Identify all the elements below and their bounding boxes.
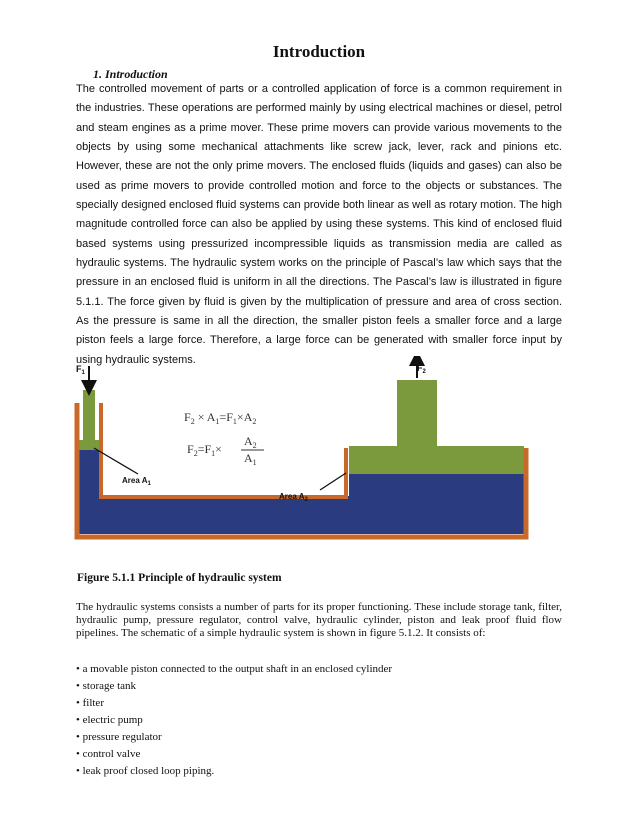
body-paragraph: The hydraulic systems consists a number of parts for its proper functioning. These include storage tank, filter, hydraulic pump, pressure regulator, control valve, hydraulic cylinder, piston and leak proof fluid flow pipelines. The schematic of a simple hydraulic system is shown in figure 5.1.2. It consists of: xyxy=(76,601,562,640)
list-item: • pressure regulator xyxy=(76,731,162,743)
equation-2-numerator: $A_2$ xyxy=(244,434,257,450)
list-item: • leak proof closed loop piping. xyxy=(76,765,215,777)
large-piston-head xyxy=(349,446,524,474)
small-piston-rod xyxy=(83,390,95,440)
equation-2-lhs: $F_2=F_1\times$ xyxy=(187,442,222,458)
parts-list xyxy=(76,661,392,780)
list-item: • electric pump xyxy=(76,714,143,726)
list-item: • storage tank xyxy=(76,680,137,692)
equation-2-denominator: $A_1$ xyxy=(244,451,257,467)
section-heading: 1. Introduction xyxy=(93,67,168,81)
label-f2: $F_2$ xyxy=(417,363,426,375)
label-area-a2: Area $A_2$ xyxy=(279,492,308,503)
large-piston-rod xyxy=(397,380,437,446)
list-item: • control valve xyxy=(76,748,141,760)
equation-1: $F_2 \times A_1=F_1\times A_2$ xyxy=(184,410,257,426)
pointer-area-a2 xyxy=(320,473,346,490)
label-area-a1: Area $A_1$ xyxy=(122,476,151,487)
page-title: Introduction xyxy=(272,42,366,61)
intro-paragraph: The controlled movement of parts or a controlled application of force is a common requirement in the industries. These operations are performed mainly by using electrical machines or diesel, petrol and steam engines as a prime mover. These prime movers can provide various movements to the objects by using some mechanical attachments like screw jack, lever, rack and pinions etc. However, these are not the only prime movers. The enclosed fluids (liquids and gases) can also be used as prime movers to provide controlled motion and force to the objects or substances. The specially designed enclosed fluid systems can provide both linear as well as rotary motion. The high magnitude controlled force can also be applied by using these systems. This kind of enclosed fluid based systems using pressurized incompressible liquids as transmission media are called as hydraulic systems. The hydraulic system works on the principle of Pascal’s law which says that the pressure in an enclosed fluid is uniform in all the directions. The Pascal’s law is illustrated in figure 5.1.1. The force given by fluid is given by the multiplication of pressure and area of cross section. As the pressure is same in all the direction, the smaller piston feels a smaller force and a large piston feels a large force. Therefore, a large force can be generated with smaller force input by using hydraulic systems. xyxy=(76,83,562,366)
label-f1: $F_1$ xyxy=(76,364,85,376)
list-item: • a movable piston connected to the output shaft in an enclosed cylinder xyxy=(76,663,393,675)
figure-caption: Figure 5.1.1 Principle of hydraulic system xyxy=(77,572,282,584)
hydraulic-principle-figure xyxy=(74,356,564,552)
list-item: • filter xyxy=(76,697,104,709)
